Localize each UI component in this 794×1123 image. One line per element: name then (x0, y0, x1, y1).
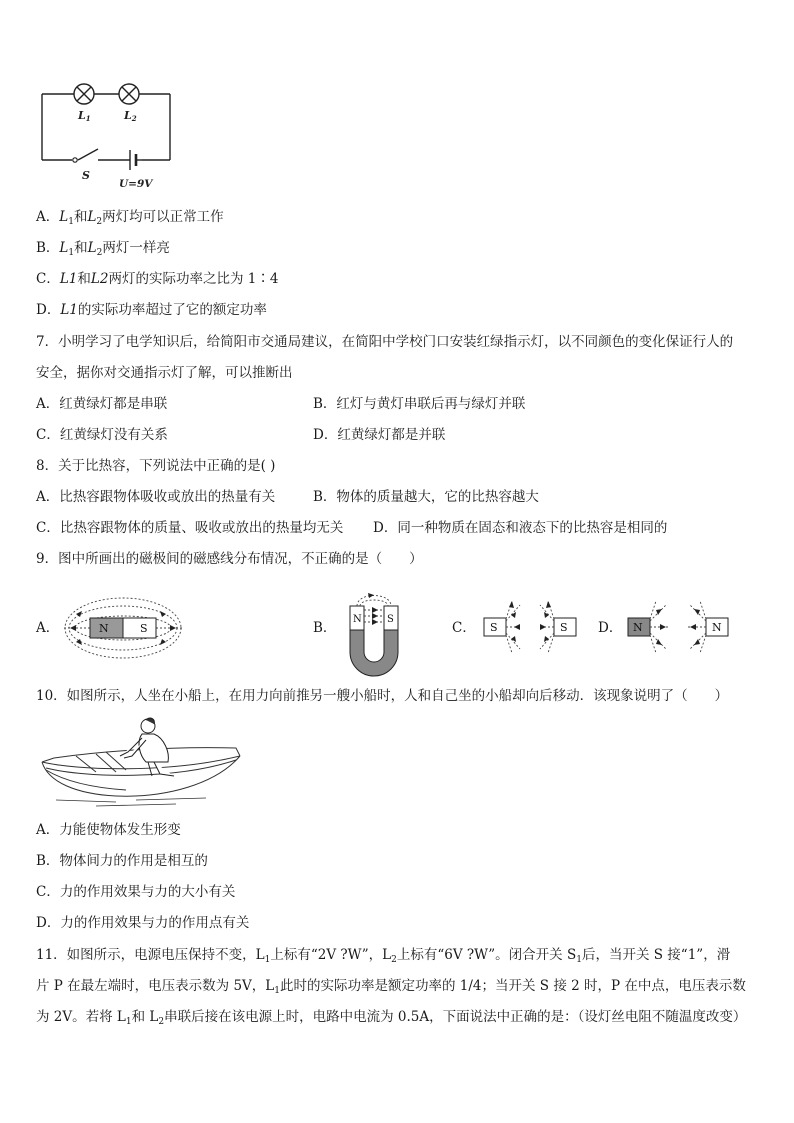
circuit-diagram (36, 78, 186, 194)
boat-illustration (36, 712, 248, 808)
q11-line1: 11．如图所示，电源电压保持不变，$L_1$上标有“2V ?W”，$L_2$上标有“6V ?W”。闭合开关 $S_1$后，当开关 S 接“1”，滑 (36, 947, 731, 965)
lamp-l2-icon (119, 84, 139, 104)
svg-text:N: N (99, 622, 109, 635)
q6-option-a: A．$L_1$和$L_2$两灯均可以正常工作 (36, 209, 224, 227)
q9-option-a-label: A． (36, 620, 60, 636)
q11-line2: 片 P 在最左端时，电压表示数为 5V，$L_1$此时的实际功率是额定功率的 1/4；当开关 S 接 2 时，P 在中点，电压表示数 (36, 978, 746, 996)
q7-stem-line1: 7．小明学习了电学知识后，给简阳市交通局建议，在简阳中学校门口安装红绿指示灯，以不同颜色的变化保证行人的 (36, 334, 734, 350)
q10-option-b: B．物体间力的作用是相互的 (36, 853, 208, 869)
q9-option-d-label: D． (598, 620, 623, 636)
svg-text:S: S (387, 614, 394, 625)
svg-text:U=9V: U=9V (119, 178, 153, 190)
q10-option-d: D．力的作用效果与力的作用点有关 (36, 915, 250, 931)
magnet-figure-b (338, 586, 410, 680)
q8-option-a: A．比热容跟物体吸收或放出的热量有关 (36, 489, 276, 505)
q9-stem: 9．图中所画出的磁极间的磁感线分布情况，不正确的是（ ） (36, 551, 423, 567)
switch-icon (73, 158, 77, 162)
svg-text:S: S (82, 169, 90, 182)
svg-text:N: N (353, 614, 362, 625)
svg-text:L1: L1 (78, 109, 91, 123)
q6-option-b: B．$L_1$和$L_2$两灯一样亮 (36, 240, 170, 258)
q10-option-c: C．力的作用效果与力的大小有关 (36, 884, 236, 900)
q7-option-d: D．红黄绿灯都是并联 (313, 427, 446, 443)
q10-stem: 10．如图所示，人坐在小船上，在用力向前推另一艘小船时，人和自己坐的小船却向后移动．该现象说明了（ ） (36, 688, 729, 704)
q6-option-d: D．L1的实际功率超过了它的额定功率 (36, 302, 267, 318)
svg-text:S: S (560, 621, 568, 634)
q8-option-d: D．同一种物质在固态和液态下的比热容是相同的 (373, 520, 668, 536)
q9-option-c-label: C． (452, 620, 476, 636)
q10-option-a: A．力能使物体发生形变 (36, 822, 181, 838)
q7-stem-line2: 安全，据你对交通指示灯了解，可以推断出 (36, 365, 293, 381)
q7-option-b: B．红灯与黄灯串联后再与绿灯并联 (313, 396, 526, 412)
q7-option-a: A．红黄绿灯都是串联 (36, 396, 168, 412)
q8-option-b: B．物体的质量越大，它的比热容越大 (313, 489, 539, 505)
svg-text:S: S (490, 621, 498, 634)
q6-option-c: C．L1和L2两灯的实际功率之比为 1∶4 (36, 271, 279, 287)
q8-option-c: C．比热容跟物体的质量、吸收或放出的热量均无关 (36, 520, 344, 536)
q9-option-b-label: B． (313, 620, 337, 636)
svg-text:N: N (633, 621, 643, 634)
svg-text:L2: L2 (124, 109, 137, 123)
q11-line3: 为 2V。若将 $L_1$和 $L_2$串联后接在该电源上时，电路中电流为 0.5A，下面说法中正确的是：（设灯丝电阻不随温度改变） (36, 1009, 747, 1027)
magnet-figure-d (622, 597, 734, 657)
magnet-figure-c (478, 597, 582, 657)
svg-text:N: N (712, 621, 722, 634)
q8-stem: 8．关于比热容，下列说法中正确的是( ) (36, 458, 276, 474)
lamp-l1-icon (74, 84, 94, 104)
svg-text:S: S (140, 622, 148, 635)
q7-option-c: C．红黄绿灯没有关系 (36, 427, 168, 443)
magnet-figure-a (62, 594, 184, 662)
